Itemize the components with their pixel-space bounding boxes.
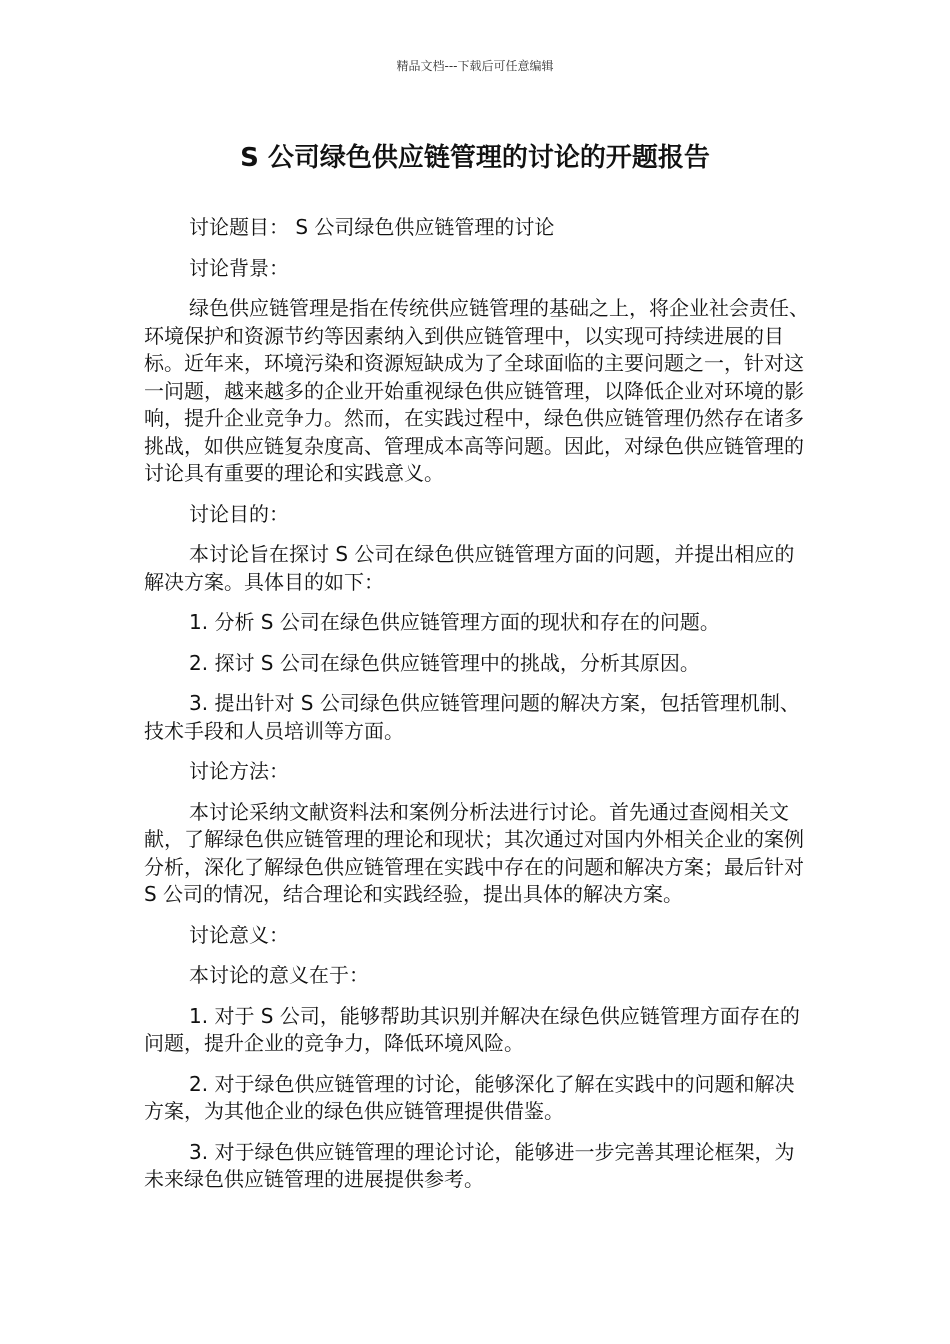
heading-background: 讨论背景： [189,255,289,280]
list-item-purpose-2: 2. 探讨 S 公司在绿色供应链管理中的挑战，分析其原因。 [189,650,700,675]
paragraph-background: 绿色供应链管理是指在传统供应链管理的基础之上，将企业社会责任、环境保护和资源节约等因素纳入到供应链管理中，以实现可持续进展的目标。近年来，环境污染和资源短缺成为了全球面临的主要问题之一，针对这一问题，越来越多的企业开始重视绿色供应链管理，以降低企业对环境的影响，提升企业竞争力。然而，在实践过程中，绿色供应链管理仍然存在诸多挑战，如供应链复杂度高、管理成本高等问题。因此，对绿色供应链管理的讨论具有重要的理论和实践意义。 [144,296,809,485]
paragraph-purpose: 本讨论旨在探讨 S 公司在绿色供应链管理方面的问题，并提出相应的解决方案。具体目的如下： [144,542,795,594]
document-title: S 公司绿色供应链管理的讨论的开题报告 [240,143,710,173]
list-item-purpose-1: 1. 分析 S 公司在绿色供应链管理方面的现状和存在的问题。 [189,610,720,634]
document-body [144,214,810,1194]
paragraph-significance-intro: 本讨论的意义在于： [189,963,369,987]
list-item-significance-2: 2. 对于绿色供应链管理的讨论，能够深化了解在实践中的问题和解决方案，为其他企业的绿色供应链管理提供借鉴。 [144,1071,795,1123]
heading-significance: 讨论意义： [189,922,289,947]
header-note: 精品文档---下载后可任意编辑 [396,59,554,73]
list-item-significance-3: 3. 对于绿色供应链管理的理论讨论，能够进一步完善其理论框架，为未来绿色供应链管理的进展提供参考。 [144,1139,795,1191]
paragraph-method: 本讨论采纳文献资料法和案例分析法进行讨论。首先通过查阅相关文献，了解绿色供应链管理的理论和现状；其次通过对国内外相关企业的案例分析，深化了解绿色供应链管理在实践中存在的问题和解决方案；最后针对 S 公司的情况，结合理论和实践经验，提出具体的解决方案。 [144,799,804,906]
list-item-significance-1: 1. 对于 S 公司，能够帮助其识别并解决在绿色供应链管理方面存在的问题，提升企业的竞争力，降低环境风险。 [144,1003,800,1055]
heading-purpose: 讨论目的： [189,501,289,526]
heading-method: 讨论方法： [189,759,289,783]
paragraph-topic: 讨论题目： S 公司绿色供应链管理的讨论 [189,215,555,239]
list-item-purpose-3: 3. 提出针对 S 公司绿色供应链管理问题的解决方案，包括管理机制、技术手段和人员培训等方面。 [144,691,800,743]
